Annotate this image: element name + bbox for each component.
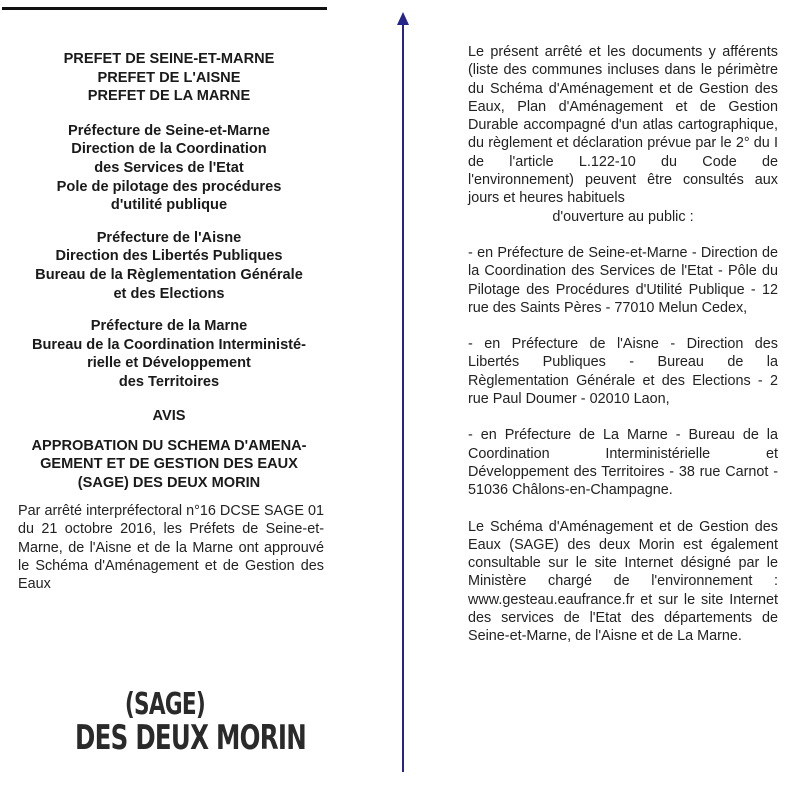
sage-big-title	[40, 687, 307, 758]
prefecture-line: des Services de l'Etat	[94, 159, 244, 176]
prefet-line: PREFET DE SEINE-ET-MARNE	[63, 51, 275, 67]
right-column	[468, 43, 778, 646]
prefecture-line: Pole de pilotage des procédures	[56, 178, 282, 195]
intro-last-line: d'ouverture au public :	[552, 208, 694, 225]
prefet-line: PREFET DE LA MARNE	[87, 88, 251, 105]
prefecture-seine-block	[4, 122, 334, 215]
top-rule	[2, 7, 327, 10]
location-item-aisne: - en Préfecture de l'Aisne - Direction des Libertés Publiques - Bureau de la Règlementation Générale et des Elections - 2 rue Paul Doumer - 02010 Laon,	[468, 336, 778, 408]
approbation-line: GEMENT ET DE GESTION DES EAUX	[40, 456, 298, 473]
location-item-marne: - en Préfecture de La Marne - Bureau de la Coordination Interministérielle et Développement des Territoires - 38 rue Carnot - 51036 Châlons-en-Champagne.	[468, 427, 778, 499]
prefecture-aisne-block	[4, 229, 334, 303]
approbation-title	[4, 437, 334, 493]
sage-big-title-line2: DES DEUX MORIN	[75, 718, 307, 758]
left-column	[4, 50, 334, 593]
approbation-line: (SAGE) DES DEUX MORIN	[77, 474, 261, 491]
approbation-line: APPROBATION DU SCHEMA D'AMENA-	[31, 437, 307, 454]
prefecture-marne-block	[4, 317, 334, 391]
prefecture-line: rielle et Développement	[87, 355, 251, 372]
arrete-paragraph: Par arrêté interpréfectoral n°16 DCSE SAGE 01 du 21 octobre 2016, les Préfets de Seine-et-Marne, de l'Aisne et de la Marne ont approuvé le Schéma d'Aménagement et de Gestion des Eaux	[18, 503, 324, 593]
prefecture-line: et des Elections	[113, 285, 225, 302]
prefet-line: PREFET DE L'AISNE	[97, 69, 241, 86]
prefecture-line: Bureau de la Règlementation Générale	[35, 266, 303, 283]
closing-paragraph: Le Schéma d'Aménagement et de Gestion des Eaux (SAGE) des deux Morin est également consultable sur le site Internet désigné par le Ministère chargé de l'environnement : www.gesteau.eaufrance.fr et sur le site Internet des services de l'Etat des départements de Seine-et-Marne, de l'Aisne et de La Marne.	[468, 518, 778, 645]
prefecture-line: Direction de la Coordination	[71, 141, 267, 158]
sage-big-title-line1: (SAGE)	[124, 687, 206, 722]
prefecture-line: Préfecture de Seine-et-Marne	[68, 122, 270, 139]
prefecture-line: Bureau de la Coordination Interministé-	[31, 336, 307, 353]
prefecture-line: d'utilité publique	[110, 197, 228, 214]
intro-paragraph: Le présent arrêté et les documents y afférents (liste des communes incluses dans le périmètre du Schéma d'Aménagement et de Gestion des Eaux, Plan d'Aménagement et de Gestion Durable accompagné d'un atlas cartographique, du règlement et déclaration prévue par le 2° du I de l'article L.122-10 du Code de l'environnement) peuvent être consultés aux jours et heures habituels	[468, 44, 778, 207]
prefecture-line: des Territoires	[118, 373, 220, 390]
prefecture-line: Préfecture de la Marne	[90, 318, 248, 335]
location-item-seine: - en Préfecture de Seine-et-Marne - Direction de la Coordination des Services de l'Etat - Pôle du Pilotage des Procédures d'Utilité Publique - 12 rue des Saints Pères - 77010 Melun Cedex,	[468, 244, 778, 316]
prefecture-line: Direction des Libertés Publiques	[55, 248, 283, 265]
prefets-heading	[4, 50, 334, 106]
avis-heading: AVIS	[152, 407, 186, 424]
prefecture-line: Préfecture de l'Aisne	[96, 229, 242, 246]
column-divider	[402, 24, 404, 772]
